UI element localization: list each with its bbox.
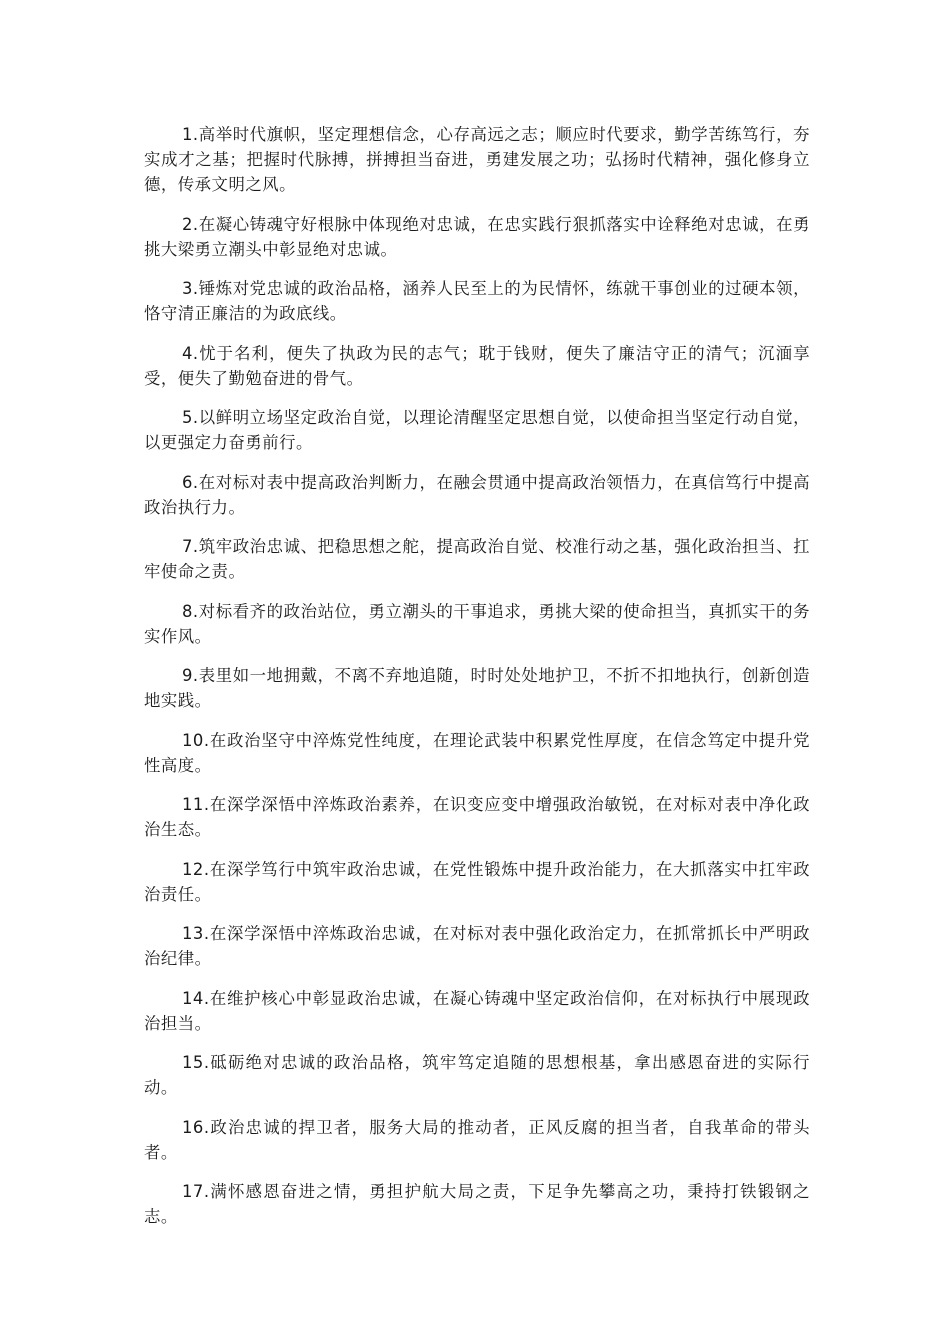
paragraph-7: 7.筑牢政治忠诚、把稳思想之舵，提高政治自觉、校准行动之基，强化政治担当、扛牢使命之责。 [144,537,810,581]
paragraph-6: 6.在对标对表中提高政治判断力，在融会贯通中提高政治领悟力，在真信笃行中提高政治执行力。 [144,472,810,517]
paragraph-4: 4.忧于名利，便失了执政为民的志气；耽于钱财，便失了廉洁守正的清气；沉湎享受，便失了勤勉奋进的骨气。 [144,343,810,388]
paragraph-8: 8.对标看齐的政治站位，勇立潮头的干事追求，勇挑大梁的使命担当，真抓实干的务实作风。 [144,601,810,646]
paragraph-17: 17.满怀感恩奋进之情，勇担护航大局之责，下足争先攀高之功，秉持打铁锻钢之志。 [144,1182,810,1226]
paragraph-13: 13.在深学深悟中淬炼政治忠诚，在对标对表中强化政治定力，在抓常抓长中严明政治纪律。 [144,924,810,968]
paragraph-16: 16.政治忠诚的捍卫者，服务大局的推动者，正风反腐的担当者，自我革命的带头者。 [144,1117,810,1162]
paragraph-14: 14.在维护核心中彰显政治忠诚，在凝心铸魂中坚定政治信仰，在对标执行中展现政治担当。 [144,988,810,1033]
paragraph-12: 12.在深学笃行中筑牢政治忠诚，在党性锻炼中提升政治能力，在大抓落实中扛牢政治责任。 [144,859,810,904]
paragraph-11: 11.在深学深悟中淬炼政治素养，在识变应变中增强政治敏锐，在对标对表中净化政治生态。 [144,795,810,839]
paragraph-15: 15.砥砺绝对忠诚的政治品格，筑牢笃定追随的思想根基，拿出感恩奋进的实际行动。 [144,1053,810,1097]
paragraph-5: 5.以鲜明立场坚定政治自觉，以理论清醒坚定思想自觉，以使命担当坚定行动自觉，以更强定力奋勇前行。 [144,408,810,452]
paragraph-10: 10.在政治坚守中淬炼党性纯度，在理论武装中积累党性厚度，在信念笃定中提升党性高度。 [144,730,810,775]
paragraph-3: 3.锤炼对党忠诚的政治品格，涵养人民至上的为民情怀，练就干事创业的过硬本领，恪守清正廉洁的为政底线。 [144,279,810,323]
paragraph-9: 9.表里如一地拥戴，不离不弃地追随，时时处处地护卫，不折不扣地执行，创新创造地实践。 [144,666,810,710]
paragraph-2: 2.在凝心铸魂守好根脉中体现绝对忠诚，在忠实践行狠抓落实中诠释绝对忠诚，在勇挑大梁勇立潮头中彰显绝对忠诚。 [144,214,810,259]
paragraph-1: 1.高举时代旗帜，坚定理想信念，心存高远之志；顺应时代要求，勤学苦练笃行，夯实成才之基；把握时代脉搏，拼搏担当奋进，勇建发展之功；弘扬时代精神，强化修身立德，传承文明之风。 [144,125,810,194]
document-body [144,122,810,1244]
